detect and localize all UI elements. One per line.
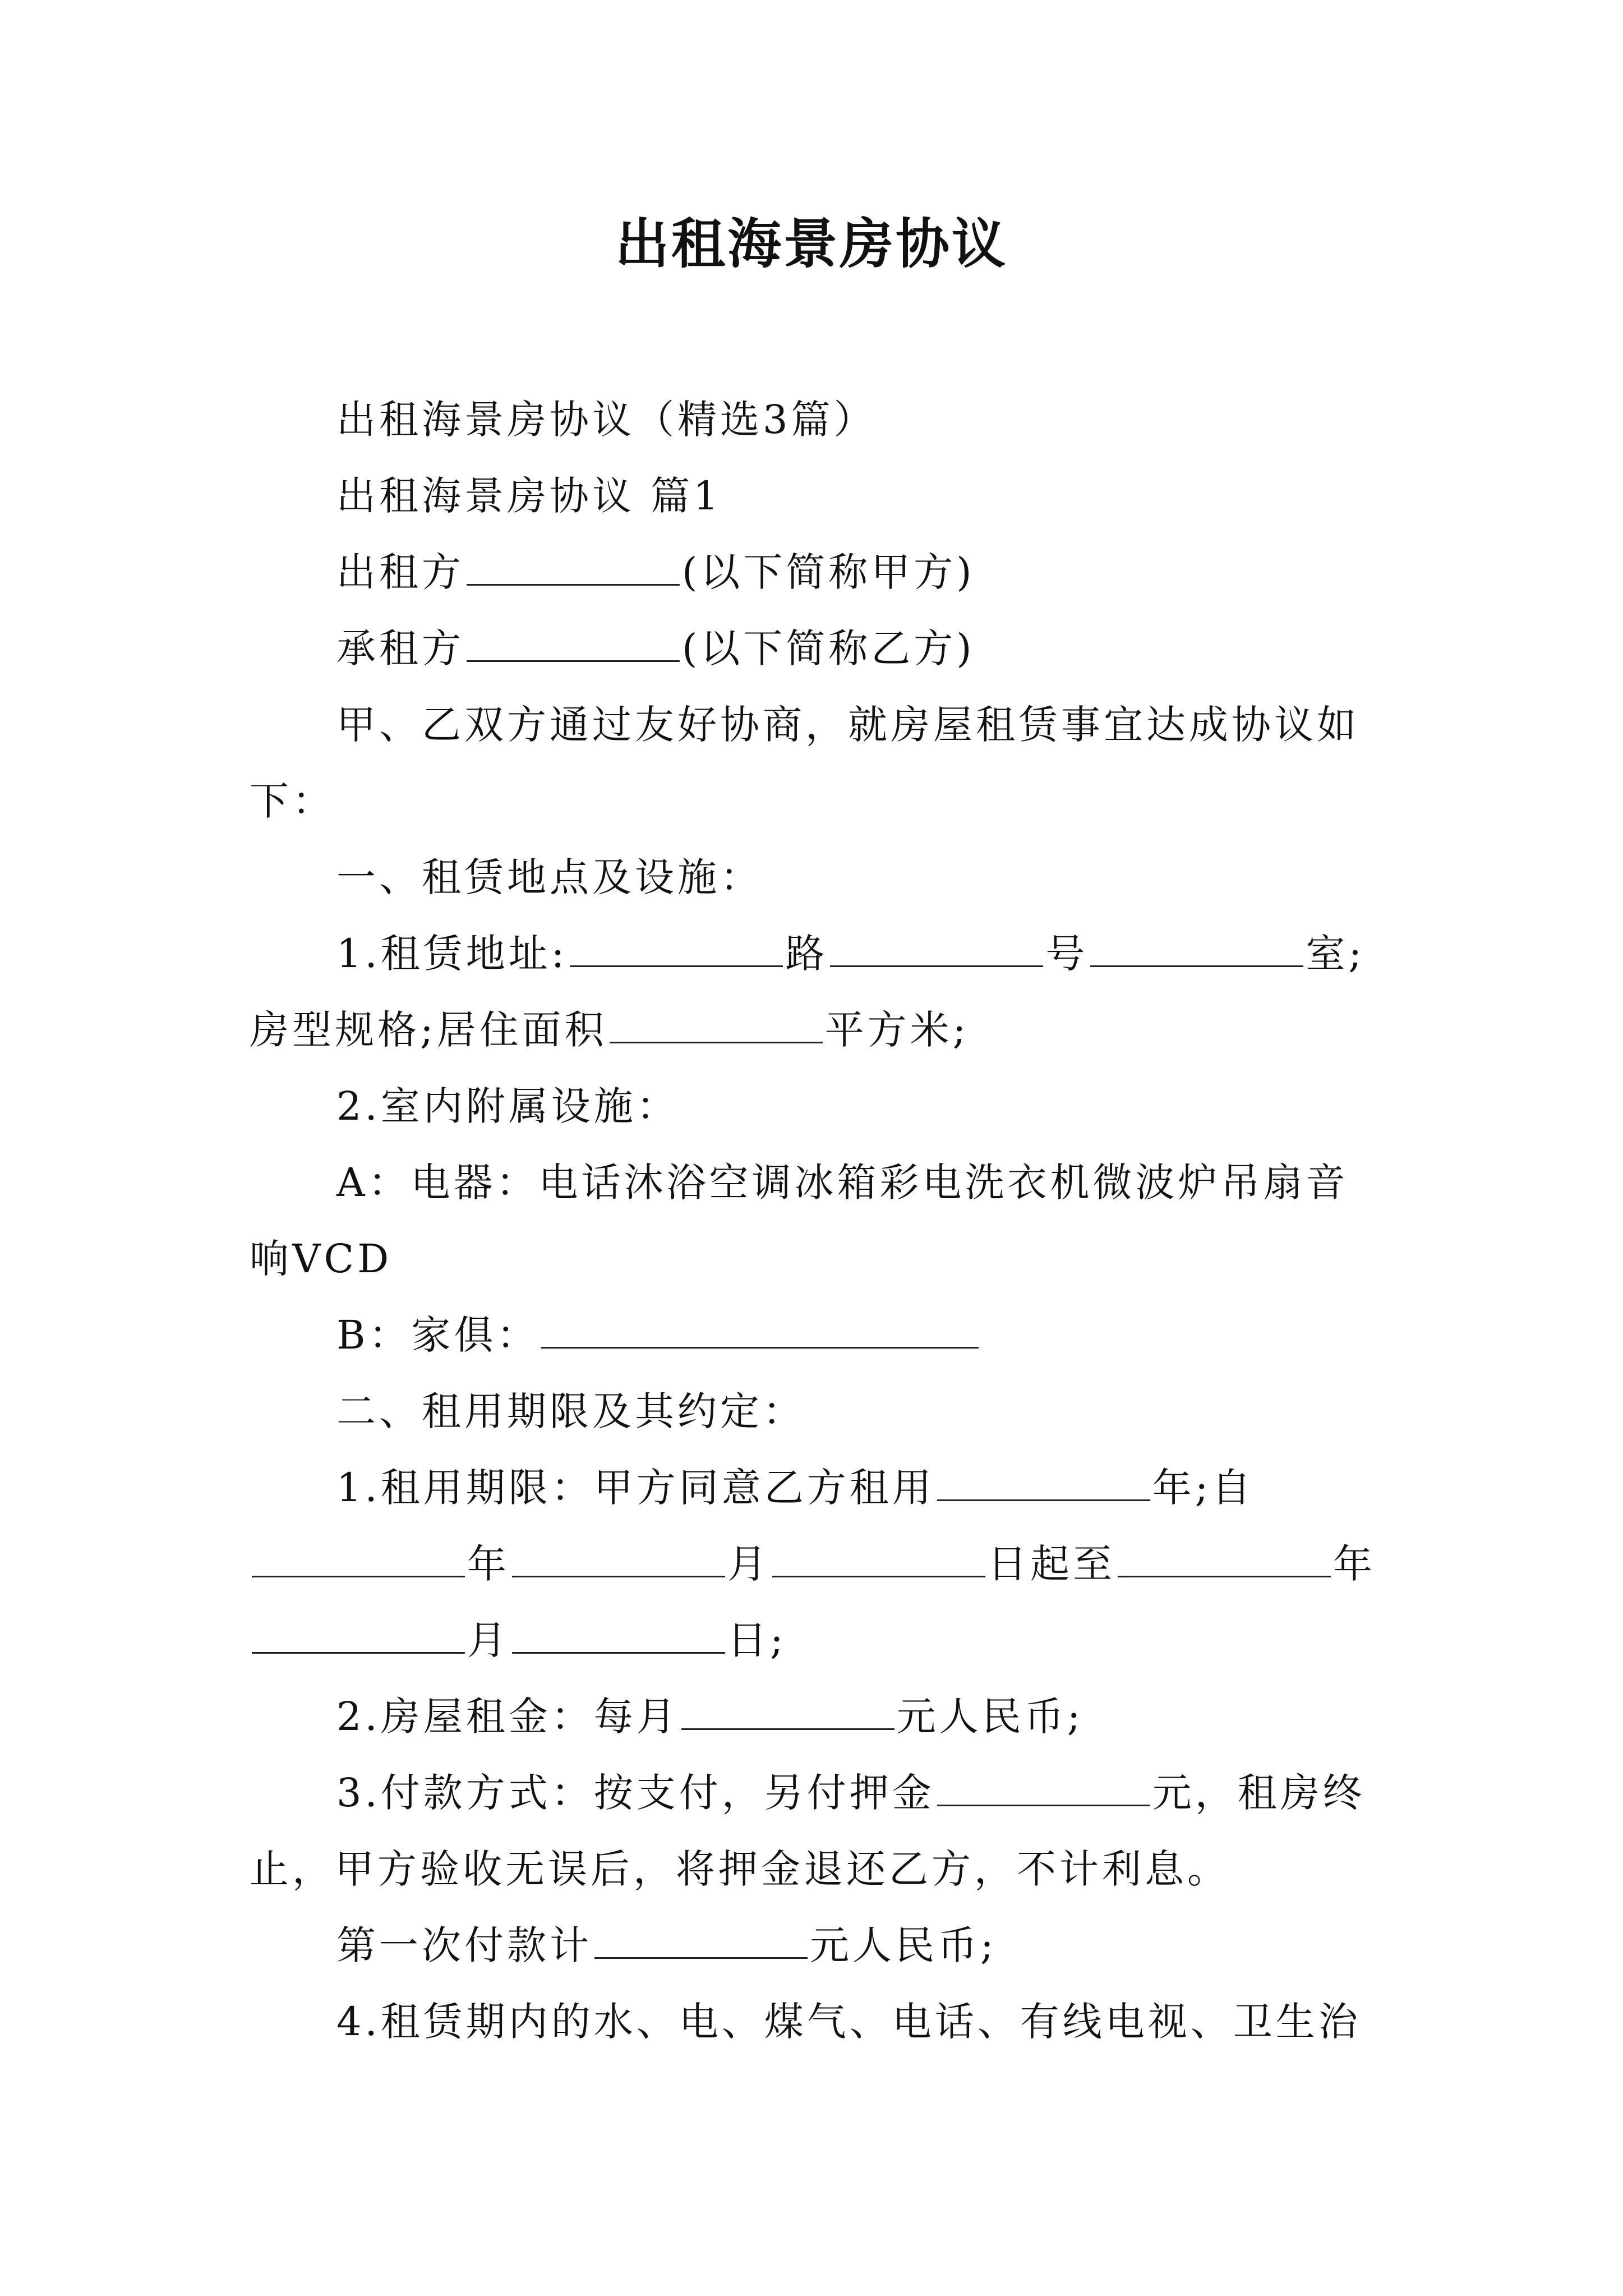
address-road-blank — [570, 931, 783, 967]
to-year-blank — [1118, 1541, 1331, 1577]
from-year-blank — [252, 1541, 465, 1577]
address-prefix: 1.租赁地址: — [336, 931, 568, 977]
document-body — [250, 381, 1388, 2060]
first-payment-suffix: 元人民币; — [810, 1922, 997, 1968]
section2-heading — [250, 1373, 1388, 1450]
lessor-suffix: (以下简称甲方) — [682, 549, 975, 595]
area-blank — [610, 1007, 823, 1043]
document-title: 出租海景房协议 — [615, 212, 1008, 275]
lessee-label: 承租方 — [336, 625, 464, 671]
facilities-heading — [250, 1068, 1388, 1144]
from-day-blank — [772, 1541, 985, 1577]
to-day-label: 日; — [727, 1617, 787, 1663]
lessee-line — [250, 610, 1388, 687]
utilities-text: 4.租赁期内的水、电、煤气、电话、有线电视、卫生治 — [336, 1999, 1361, 2045]
to-month-blank — [252, 1617, 465, 1654]
article-heading-line — [250, 458, 1388, 534]
address-type-label: 房型规格;居住面积 — [250, 1007, 607, 1053]
address-no-blank — [830, 931, 1043, 967]
lessee-blank — [467, 625, 680, 662]
intro-paragraph — [250, 687, 1388, 839]
to-month-label: 月 — [467, 1617, 510, 1663]
address-no-label: 号 — [1045, 931, 1089, 977]
term-year-label: 年;自 — [1152, 1465, 1255, 1511]
subtitle-line — [250, 381, 1388, 458]
payment-prefix: 3.付款方式：按支付，另付押金 — [336, 1770, 935, 1816]
address-room-label: 室; — [1306, 931, 1365, 977]
from-day-to-label: 日起至 — [988, 1541, 1115, 1587]
furniture-label: B：家俱： — [336, 1312, 540, 1358]
payment-paragraph — [250, 1755, 1388, 1907]
intro-text: 甲、乙双方通过友好协商，就房屋租赁事宜达成协议如下： — [250, 702, 1359, 824]
to-day-blank — [512, 1617, 725, 1654]
lessee-suffix: (以下简称乙方) — [682, 625, 975, 671]
from-month-blank — [512, 1541, 725, 1577]
first-payment-prefix: 第一次付款计 — [336, 1922, 592, 1968]
rent-prefix: 2.房屋租金：每月 — [336, 1694, 679, 1740]
first-payment-line — [250, 1907, 1388, 1984]
facilities-text: 2.室内附属设施： — [336, 1083, 679, 1129]
rent-blank — [681, 1694, 895, 1730]
appliances-paragraph — [250, 1144, 1388, 1297]
payment-suffix: 元，租房终止，甲方验收无误后，将押金退还乙方，不计利息。 — [250, 1770, 1366, 1892]
section2-text: 二、租用期限及其约定： — [336, 1388, 805, 1434]
section1-text: 一、租赁地点及设施： — [336, 854, 763, 900]
term-paragraph — [250, 1450, 1388, 1678]
rent-suffix: 元人民币; — [896, 1694, 1084, 1740]
first-payment-blank — [594, 1922, 808, 1959]
area-unit-label: 平方米; — [824, 1007, 970, 1053]
from-year-label: 年 — [467, 1541, 510, 1587]
term-years-blank — [937, 1465, 1150, 1501]
furniture-blank — [541, 1312, 979, 1349]
article-heading-text: 出租海景房协议 篇1 — [336, 473, 722, 519]
from-month-label: 月 — [727, 1541, 770, 1587]
address-paragraph — [250, 915, 1388, 1068]
lessor-line — [250, 534, 1388, 610]
appliances-text: A：电器：电话沐浴空调冰箱彩电洗衣机微波炉吊扇音响VCD — [250, 1159, 1349, 1282]
deposit-blank — [937, 1770, 1150, 1806]
furniture-line — [250, 1297, 1388, 1373]
rent-line — [250, 1678, 1388, 1755]
subtitle-text: 出租海景房协议（精选3篇） — [336, 397, 877, 443]
address-room-blank — [1090, 931, 1303, 967]
lessor-label: 出租方 — [336, 549, 464, 595]
section1-heading — [250, 839, 1388, 915]
utilities-line — [250, 1984, 1388, 2060]
term-prefix: 1.租用期限：甲方同意乙方租用 — [336, 1465, 935, 1511]
lessor-blank — [467, 549, 680, 586]
address-road-label: 路 — [785, 931, 828, 977]
to-year-label: 年 — [1333, 1541, 1376, 1587]
